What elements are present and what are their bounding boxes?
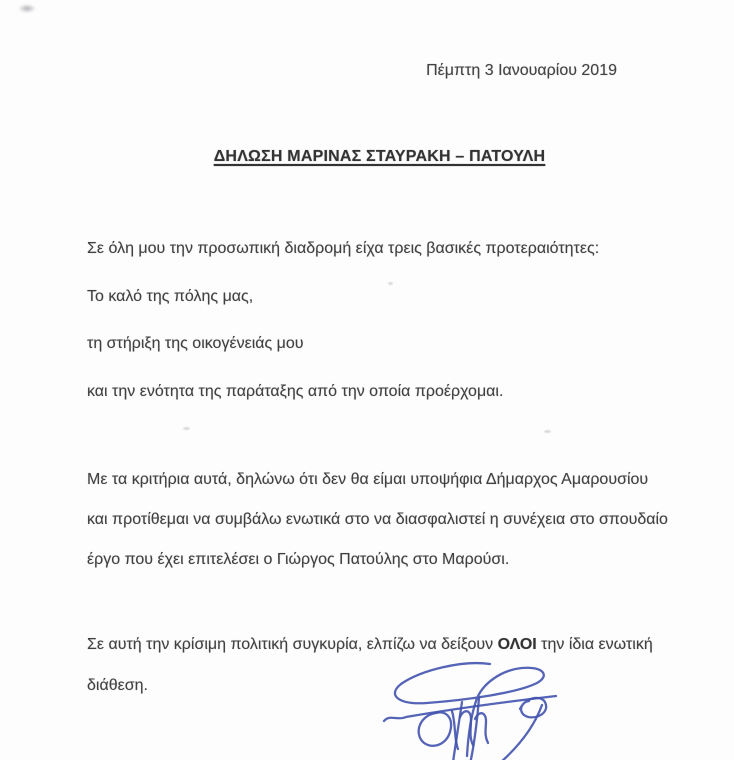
statement-line-2: και προτίθεμαι να συμβάλω ενωτικά στο να διασφαλιστεί η συνέχεια στο σπουδαίο <box>87 511 668 528</box>
letter-title: ΔΗΛΩΣΗ ΜΑΡΙΝΑΣ ΣΤΑΥΡΑΚΗ – ΠΑΤΟΥΛΗ <box>213 148 546 165</box>
closing-text-post: την ίδια ενωτική <box>536 636 653 653</box>
handwritten-signature <box>381 652 563 760</box>
intro-line: Σε όλη μου την προσωπική διαδρομή είχα τρεις βασικές προτεραιότητες: <box>87 240 600 257</box>
statement-line-1: Με τα κριτήρια αυτά, δηλώνω ότι δεν θα είμαι υποψήφια Δήμαρχος Αμαρουσίου <box>87 471 649 488</box>
closing-line-2: διάθεση. <box>87 677 148 694</box>
scan-artifact-smudge <box>18 4 36 13</box>
scan-artifact-speck <box>544 430 551 433</box>
priority-line-3: και την ενότητα της παράταξης από την οποία προέρχομαι. <box>87 383 504 400</box>
statement-line-3: έργο που έχει επιτελέσει ο Γιώργος Πατούλης στο Μαρούσι. <box>87 551 510 568</box>
priority-line-1: Το καλό της πόλης μας, <box>87 288 254 305</box>
signature-ink <box>381 652 563 760</box>
closing-text-emphasis: ΟΛΟΙ <box>497 636 537 653</box>
letter-date: Πέμπτη 3 Ιανουαρίου 2019 <box>426 62 617 79</box>
scan-artifact-speck <box>388 282 393 285</box>
closing-text-pre: Σε αυτή την κρίσιμη πολιτική συγκυρία, ελπίζω να δείξουν <box>87 636 498 653</box>
priority-line-2: τη στήριξη της οικογένειάς μου <box>87 335 304 352</box>
scan-artifact-speck <box>183 427 190 430</box>
